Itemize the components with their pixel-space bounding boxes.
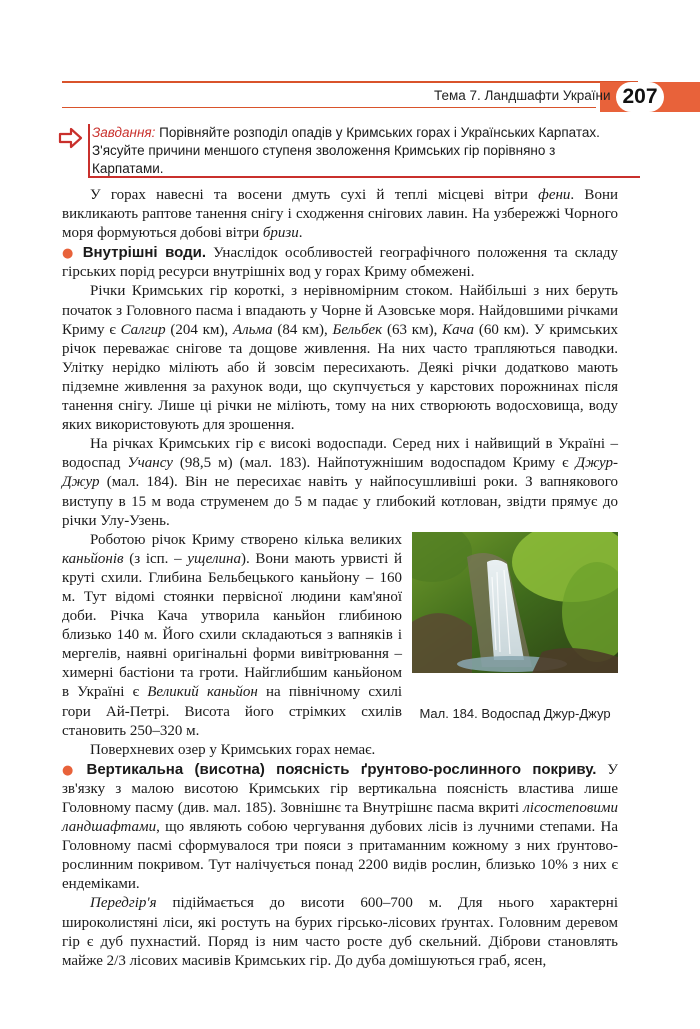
topic-title: Тема 7. Ландшафти України (434, 88, 611, 103)
river-name: Кача (442, 321, 475, 338)
text-run: На річках Кримських гір є високі водоспади. Серед них і найвищий в Україні – водоспад (62, 436, 618, 472)
term-gorge: ущелина (187, 550, 241, 567)
text-run: , що являють собою чергування дубових лісів із лучними степами. На Головному пасмі сформувалося три пояси з притаманним кожному з них ґрунтово-рослинним покривом. Тут налічується понад 2200 видів рослин, близько 10% з них є ендеміками. (62, 819, 618, 893)
river-name: Альма (232, 321, 273, 338)
text-run: У горах навесні та восени дмуть сухі й теплі місцеві вітри (90, 187, 539, 203)
main-text (62, 186, 618, 971)
term-feny: фени (538, 187, 571, 203)
paragraph-rivers (62, 282, 618, 435)
river-name: Салгир (120, 321, 166, 338)
text-run: (з ісп. – (123, 550, 188, 567)
text-run: Роботою річок Криму створено кілька великих (90, 531, 402, 548)
header-rule (62, 81, 638, 83)
term-canyons: каньйонів (62, 550, 124, 567)
text-run: на північному схилі гори Ай-Петрі. Висота його стрімких схилів становить 250–320 м. (62, 684, 402, 739)
bullet-icon: ● (62, 762, 81, 778)
term-byzy: бризи (262, 225, 299, 242)
waterfall-photo (412, 532, 618, 673)
text-run: . Вони викликають раптове танення снігу і сходження снігових лавин. На узбережжі Чорного моря формуються добові вітри (62, 187, 618, 242)
paragraph-winds (62, 186, 618, 243)
text-run: (60 км). У кримських річок переважає снігове та дощове живлення. На них часто трапляються паводки. Улітку нерідко міліють або й зовсім пересихають. Деякі річки додатково мають підземне живлення за рахунок води, що скупчується у карстових порожнинах після танення снігу. Лише ці річки не міліють, тому на них створюють водосховища, воду яких використовують для зрошення. (62, 321, 618, 434)
paragraph-foothills (62, 894, 618, 970)
waterfall-name: Джур-Джур (62, 455, 618, 491)
arrow-right-icon (58, 126, 84, 150)
term-forest-steppe: лісостеповими ландшафтами (62, 800, 618, 836)
task-label: Завдання: (92, 125, 156, 140)
figure-caption: Мал. 184. Водоспад Джур-Джур (419, 705, 611, 721)
text-run: . (298, 225, 303, 242)
page-number: 207 (616, 82, 664, 112)
canyon-name: Великий каньйон (147, 684, 258, 701)
task-side-rule (88, 124, 90, 176)
text-run: Унаслідок особливостей географічного положення та складу гірських порід ресурси внутрішніх вод у горах Криму обмежені. (62, 245, 618, 281)
figure-184 (412, 532, 618, 723)
section-inland-waters (62, 243, 618, 282)
text-run: У зв'язку з малою висотою Кримських гір вертикальна поясність властива лише Головному пасму (див. мал. 185). Зовнішнє та Внутрішнє пасма вкриті (62, 761, 619, 816)
waterfall-name: Учансу (127, 455, 173, 472)
text-run: (63 км), (382, 321, 443, 338)
river-name: Бельбек (332, 321, 383, 338)
text-run: (84 км), (272, 321, 333, 338)
bullet-icon: ● (62, 246, 77, 262)
text-run: підіймається до висоти 600–700 м. Для нього характерні широколистяні ліси, які ростуть на бурих гірсько-лісових ґрунтах. Головним деревом гір є дуб пухнастий. Поряд із ним часто росте дуб скельний. Діброви становлять майже 2/3 лісових масивів Кримських гір. До дуба домішуються граб, ясен, (62, 895, 618, 969)
term-foothills: Передгір'я (90, 895, 157, 912)
task-text (92, 124, 626, 178)
task-box (62, 120, 638, 180)
paragraph-lakes: Поверхневих озер у Кримських горах немає. (90, 741, 376, 758)
text-run: ). Вони мають урвисті й круті схили. Глибина Бельбецького каньйону – 160 м. Тут відомі стоянки первісної людини кам'яної доби. Річка Кача утворила каньйон глибиною близько 140 м. Його схили складаються з вапняків і мергелів, наявні оригінальні форми вивітрювання – химерні бастіони та гроти. Найглибшим каньйоном в Україні є (62, 550, 402, 701)
task-body: Порівняйте розподіл опадів у Кримських горах і Українських Карпатах. З'ясуйте причини меншого ступеня зволоження Кримських гір порівняно з Карпатами. (92, 125, 600, 176)
section-title: Вертикальна (висотна) поясність ґрунтово-рослинного покриву. (86, 760, 597, 778)
section-vertical-zonality (62, 760, 618, 895)
canyons-block (62, 531, 618, 741)
section-title: Внутрішні води. (82, 244, 206, 262)
text-run: Річки Кримських гір короткі, з нерівномірним стоком. Найбільші з них беруть початок з Головного пасма і впадають у Чорне й Азовське моря. Найдовшими річками Криму є (62, 283, 618, 338)
paragraph-waterfalls (62, 435, 618, 530)
text-run: (мал. 184). Він не пересихає навіть у найпосушливіші роки. З вапнякового виступу в 15 м вода струменем до 5 м падає у глибокий котлован, звідти прямує до річки Улу-Узень. (62, 474, 618, 529)
text-run: (204 км), (165, 321, 233, 338)
text-run: (98,5 м) (мал. 183). Найпотужнішим водоспадом Криму є (172, 455, 576, 472)
header-underline (62, 107, 596, 108)
